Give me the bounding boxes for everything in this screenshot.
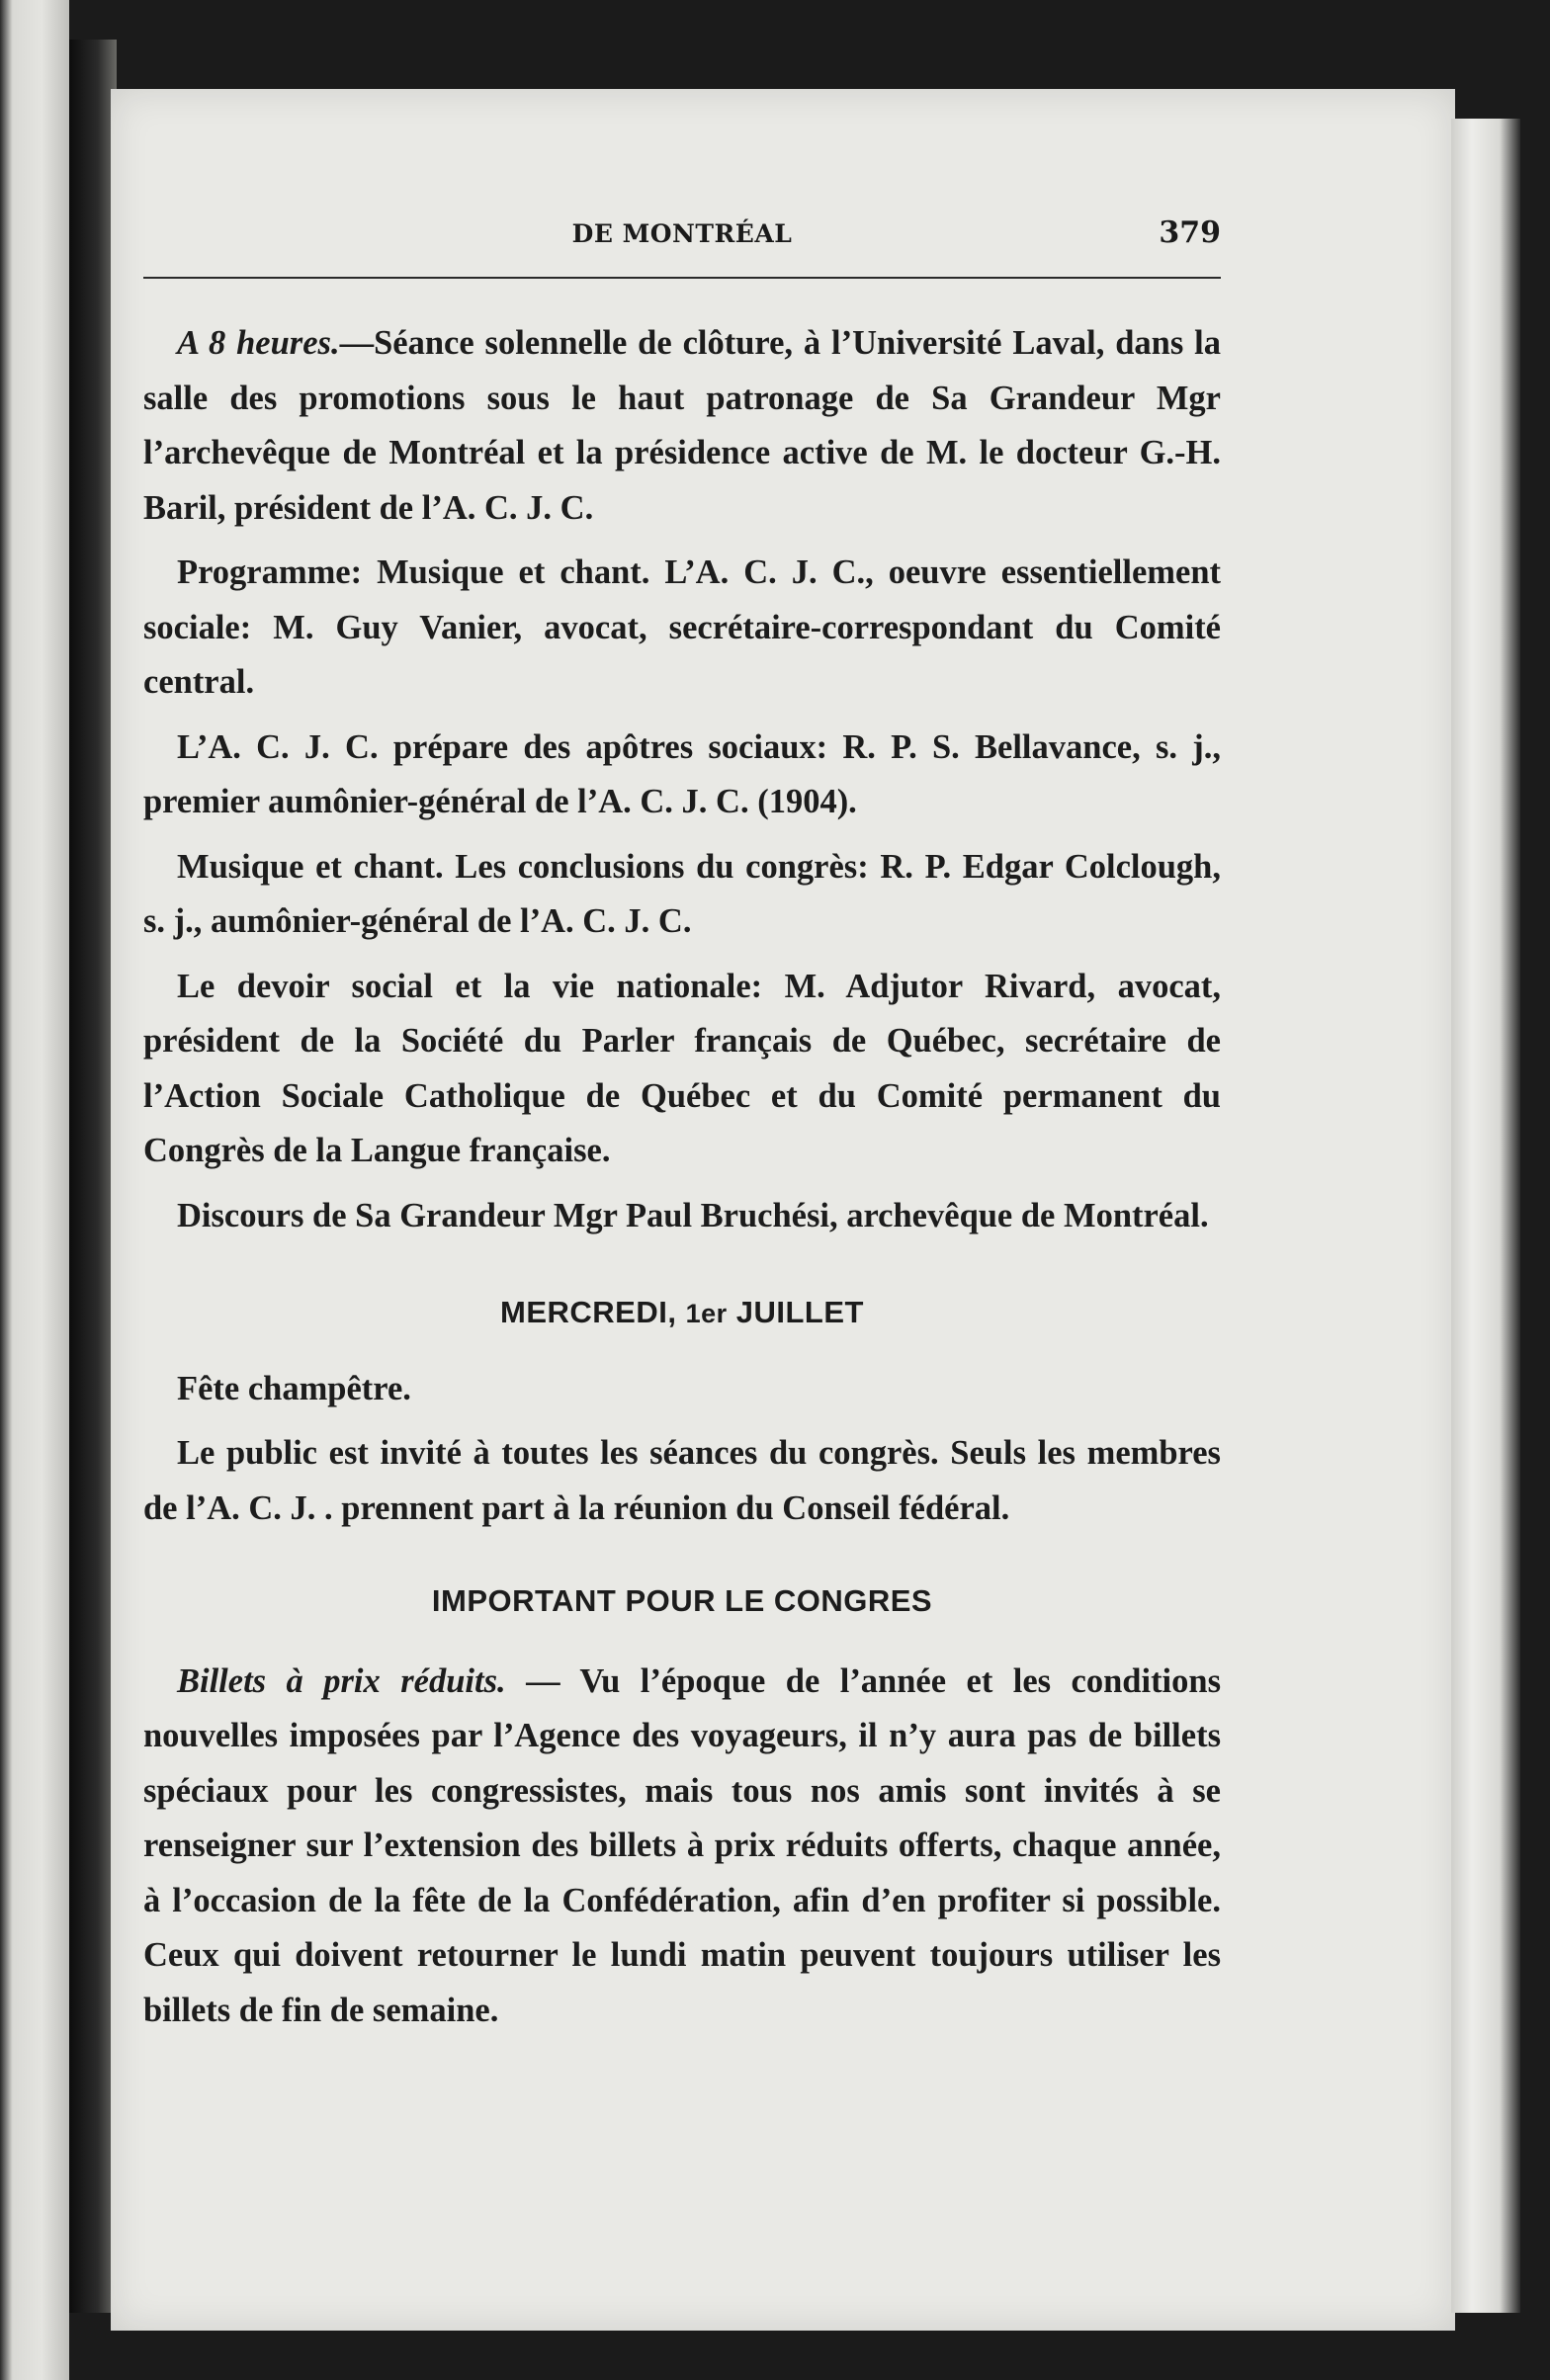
section-heading-important: IMPORTANT POUR LE CONGRES xyxy=(431,1583,933,1618)
paragraph-social-duty: Le devoir social et la vie nationale: M. Adjutor Rivard, avocat, président de la Société du Parler français de Québec, secrétaire de l’Action Sociale Catholique de Québec et du Comité permanent du Congrès de la Langue française. xyxy=(143,967,1221,1169)
paragraph-text: — Vu l’époque de l’année et les conditions nouvelles imposées par l’Agence des voyageurs, il n’y aura pas de billets spéciaux pour les congressistes, mais tous nos amis sont invités à se renseigner sur l’extension des billets à prix réduits offerts, chaque année, à l’occasion de la fête de la Confédération, afin d’en profiter si possible. Ceux qui doivent retourner le lundi matin peuvent toujours utiliser les billets de fin de semaine. xyxy=(143,1661,1222,2029)
paragraph-lead: A 8 heures. xyxy=(177,324,340,362)
paragraph-tickets xyxy=(143,1655,1221,2039)
page-number: 379 xyxy=(1159,215,1221,250)
page-stack-edge xyxy=(1451,119,1520,2313)
paragraph-programme: Programme: Musique et chant. L’A. C. J. C., oeuvre essentiellement sociale: M. Guy Vanier, avocat, secrétaire-correspondant du Comité central. xyxy=(143,553,1221,701)
paragraph-discourse: Discours de Sa Grandeur Mgr Paul Bruchési, archevêque de Montréal. xyxy=(177,1196,1209,1234)
paragraph-lead: Billets à prix réduits. xyxy=(177,1661,506,1700)
heading-ordinal: 1er xyxy=(685,1299,728,1328)
paragraph-conclusions: Musique et chant. Les conclusions du congrès: R. P. Edgar Colclough, s. j., aumônier-général de l’A. C. J. C. xyxy=(143,847,1221,940)
heading-part: JUILLET xyxy=(727,1295,864,1329)
facing-page-edge xyxy=(0,0,69,2380)
paragraph-closing-session xyxy=(143,316,1221,536)
paragraph-text: —Séance solennelle de clôture, à l’Université Laval, dans la salle des promotions sous le haut patronage de Sa Grandeur Mgr l’archevêque de Montréal et la présidence active de M. le docteur G.-H. Baril, président de l’A. C. J. C. xyxy=(143,324,1221,527)
section-heading-wednesday xyxy=(143,1285,1221,1342)
paragraph-fete: Fête champêtre. xyxy=(177,1369,411,1407)
paragraph-public: Le public est invité à toutes les séances du congrès. Seuls les membres de l’A. C. J. . prennent part à la réunion du Conseil fédéral. xyxy=(143,1434,1221,1527)
page-body xyxy=(143,316,1221,2038)
running-title: DE MONTRÉAL xyxy=(571,219,793,248)
book-spine xyxy=(69,40,117,2313)
paragraph-apostles: L’A. C. J. C. prépare des apôtres sociaux: R. P. S. Bellavance, s. j., premier aumônier-général de l’A. C. J. C. (1904). xyxy=(143,727,1221,820)
heading-part: MERCREDI, xyxy=(500,1295,686,1329)
header-rule xyxy=(143,277,1221,279)
